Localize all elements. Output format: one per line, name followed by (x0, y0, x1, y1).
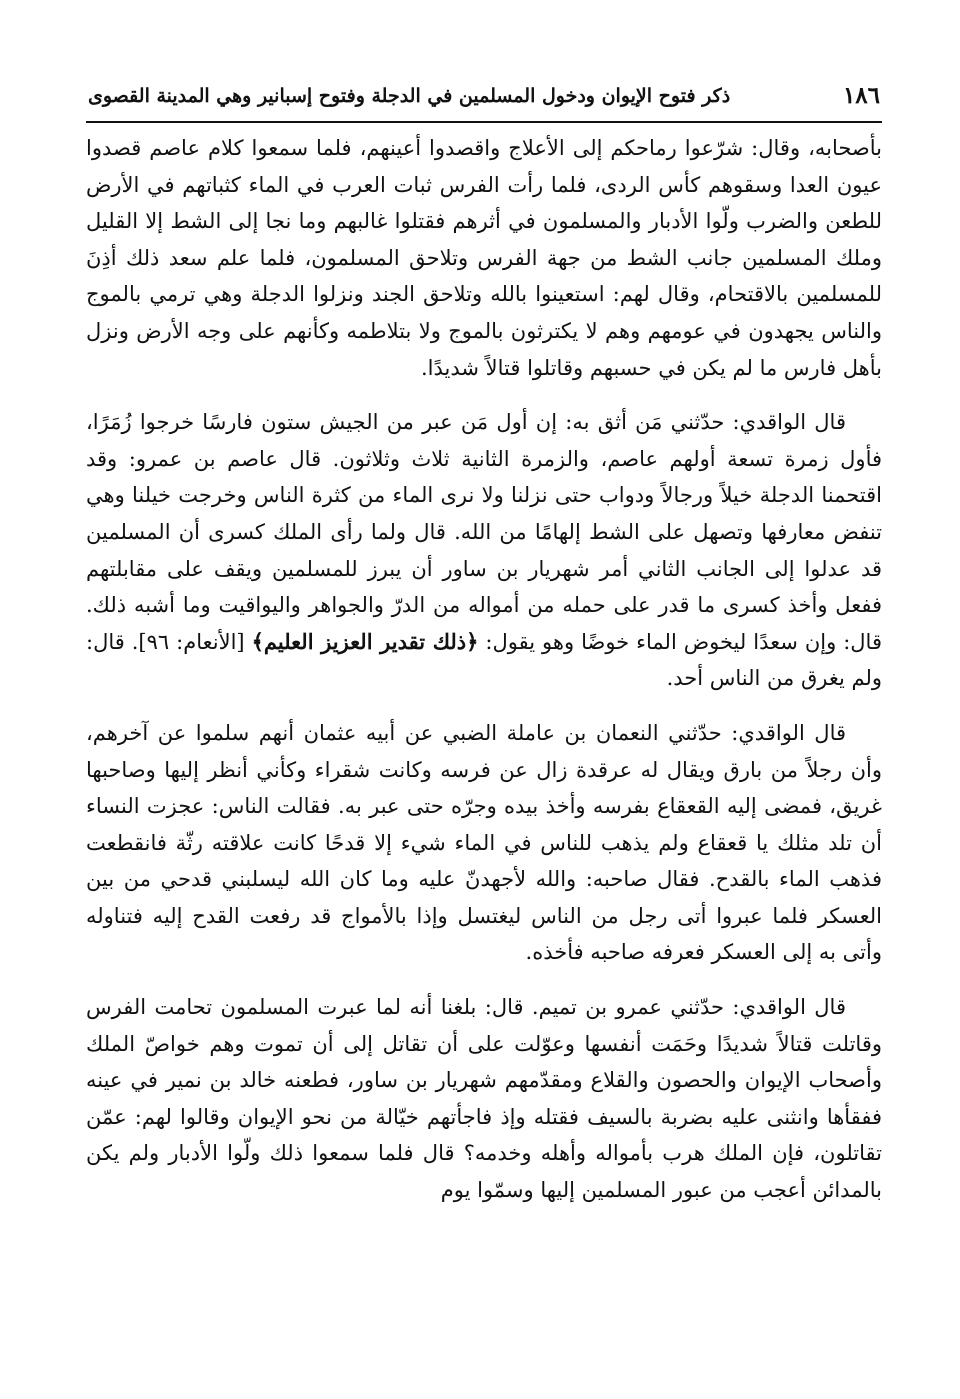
page-number: ١٨٦ (842, 82, 880, 109)
running-title: ذكر فتوح الإيوان ودخول المسلمين في الدجلة وفتوح إسبانير وهي المدينة القصوى (88, 85, 731, 107)
header-divider (86, 121, 882, 123)
page-header (88, 78, 880, 118)
paragraph-3: قال الواقدي: حدّثني النعمان بن عاملة الضبي عن أبيه عثمان أنهم سلموا عن آخرهم، وأن رجلاً من بارق ويقال له عرقدة زال عن فرسه وكانت شقراء وكأني أنظر إليها وصاحبها غريق، فمضى إليه القعقاع بفرسه وأخذ بيده وجرّه حتى عبر به. فقالت الناس: عجزت النساء أن تلد مثلك يا قعقاع ولم يذهب للناس في الماء شيء إلا قدحًا كانت علاقته رثّة فانقطعت فذهب الماء بالقدح. فقال صاحبه: والله لأجهدنّ عليه وما كان الله ليسلبني قدحي من بين العسكر فلما عبروا أتى رجل من الناس ليغتسل وإذا بالأمواج قد رفعت القدح إليه فتناوله وأتى به إلى العسكر فعرفه صاحبه فأخذه. (86, 720, 882, 965)
paragraph-2-text-before: قال الواقدي: حدّثني مَن أثق به: إن أول مَن عبر من الجيش ستون فارسًا خرجوا زُمَرًا، فأول زمرة تسعة أولهم عاصم، والزمرة الثانية ثلاث وثلاثون. قال عاصم بن عمرو: وقد اقتحمنا الدجلة خيلاً ورجالاً ودواب حتى نزلنا ولا نرى الماء من كثرة الناس وخرجت خيلنا وهي تنفض معارفها وتصهل على الشط إلهامًا من الله. قال ولما رأى الملك كسرى أن المسلمين قد عدلوا إلى الجانب الثاني أمر شهريار بن ساور أن يبرز للمسلمين ويقف على مقابلتهم ففعل وأخذ كسرى ما قدر على حمله من أمواله من الدرّ والجواهر واليواقيت وما أشبه ذلك. قال: وإن سعدًا ليخوض الماء خوضًا وهو يقول: (86, 410, 883, 654)
paragraph-4: قال الواقدي: حدّثني عمرو بن تميم. قال: بلغنا أنه لما عبرت المسلمون تحامت الفرس وقاتلت قتالاً شديدًا وحَمَت أنفسها وعوّلت على أن تقاتل إلى أن تموت وهم خواصّ الملك وأصحاب الإيوان والحصون والقلاع ومقدّمهم شهريار بن ساور، فطعنه خالد بن نمير في عينه ففقأها وانثنى عليه بضربة بالسيف فقتله وإذ فاجأتهم خيّالة من نحو الإيوان وقالوا لهم: عمّن تقاتلون، فإن الملك هرب بأمواله وأهله وخدمه؟ قال فلما سمعوا ذلك ولّوا الأدبار ولم يكن بالمدائن أعجب من عبور المسلمين إليها وسمّوا يوم (86, 995, 882, 1203)
paragraph-2-text-after: [الأنعام: ٩٦]. قال: ولم يغرق من الناس أحد. (86, 629, 882, 691)
body-text (86, 128, 882, 1227)
paragraph-2 (86, 404, 882, 697)
quran-verse: ﴿ذلك تقدير العزيز العليم﴾ (251, 628, 479, 654)
paragraph-1: بأصحابه، وقال: شرّعوا رماحكم إلى الأعلاج واقصدوا أعينهم، فلما سمعوا كلام عاصم قصدوا عيون العدا وسقوهم كأس الردى، فلما رأت الفرس ثبات العرب في الماء كثباتهم في الأرض للطعن والضرب ولّوا الأدبار والمسلمون في أثرهم فقتلوا غالبهم وما نجا إلى الشط إلا القليل وملك المسلمين جانب الشط من جهة الفرس وتلاحق المسلمون، فلما علم سعد ذلك أذِنَ للمسلمين بالاقتحام، وقال لهم: استعينوا بالله وتلاحق الجند ونزلوا الدجلة وهي ترمي بالموج والناس يجهدون في عومهم وهم لا يكترثون بالموج ولا بتلاطمه وكأنهم على وجه الأرض ونزل بأهل فارس ما لم يكن في حسبهم وقاتلوا قتالاً شديدًا. (86, 136, 882, 380)
